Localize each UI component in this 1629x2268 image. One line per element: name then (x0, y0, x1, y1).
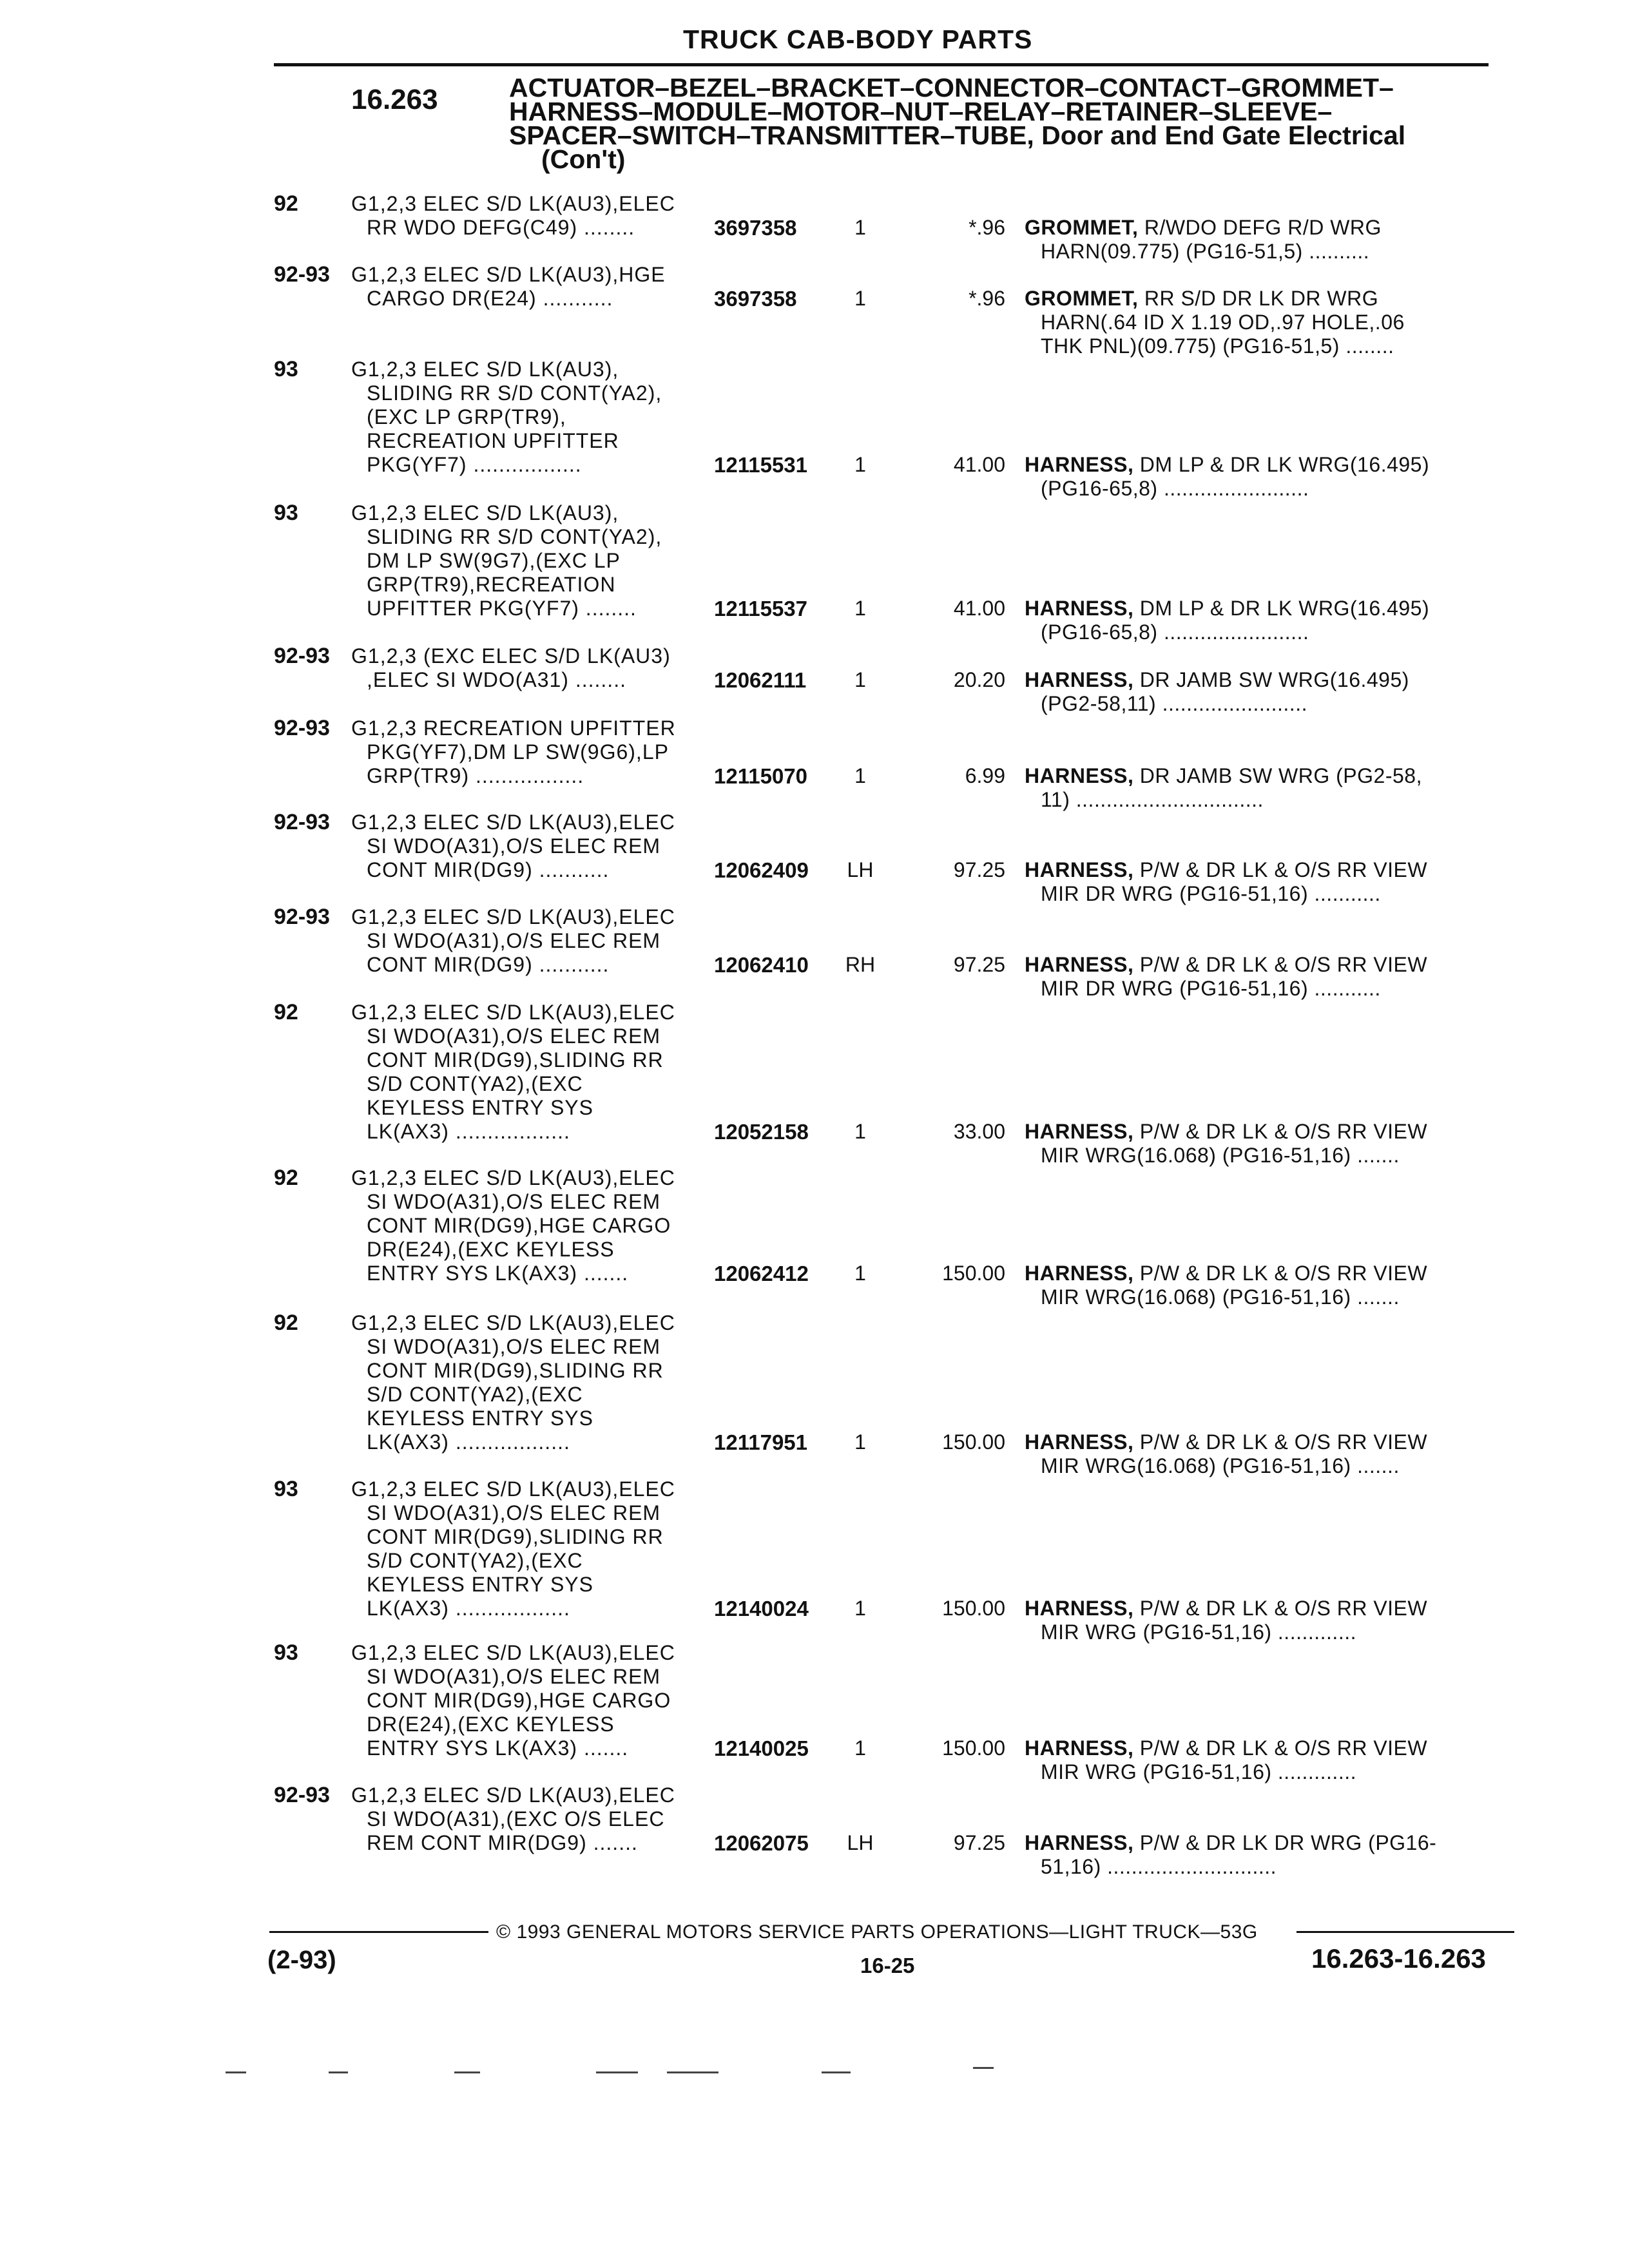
application-line: G1,2,3 ELEC S/D LK(AU3),ELEC (351, 1477, 675, 1501)
part-name: HARNESS, (1025, 764, 1134, 787)
part-name: HARNESS, (1025, 1430, 1134, 1454)
description-continuation: (PG16-65,8) ........................ (1041, 620, 1309, 644)
part-number: 12140024 (714, 1597, 809, 1620)
description-first-line (1025, 764, 1514, 788)
description-detail: RR S/D DR LK DR WRG (1138, 287, 1379, 310)
row-year: 92-93 (274, 810, 330, 834)
description-first-line (1025, 953, 1514, 977)
application-line: CARGO DR(E24) ........... (367, 287, 613, 310)
section-number: 16.263 (351, 84, 438, 115)
part-description (1025, 1597, 1514, 1644)
row-application (351, 1477, 712, 1620)
part-name: HARNESS, (1025, 1831, 1134, 1854)
header-rule (274, 63, 1489, 66)
price: 41.00 (953, 597, 1005, 620)
description-detail: P/W & DR LK & O/S RR VIEW (1133, 1262, 1428, 1285)
price: 97.25 (953, 953, 1005, 976)
part-number: 12062075 (714, 1831, 809, 1855)
description-first-line (1025, 597, 1514, 620)
footer-copyright: © 1993 GENERAL MOTORS SERVICE PARTS OPERATIONS—LIGHT TRUCK—53G (496, 1921, 1258, 1943)
row-application (351, 501, 712, 620)
quantity: 1 (854, 668, 866, 691)
part-description (1025, 1430, 1514, 1478)
application-line: ,ELEC SI WDO(A31) ........ (367, 668, 626, 691)
application-line: CONT MIR(DG9) ........... (367, 858, 610, 881)
application-line: SI WDO(A31),(EXC O/S ELEC (367, 1807, 665, 1831)
scan-artifact (822, 2071, 851, 2073)
part-number: 3697358 (714, 287, 797, 311)
quantity: 1 (854, 287, 866, 310)
part-name: GROMMET, (1025, 216, 1139, 239)
application-line: G1,2,3 ELEC S/D LK(AU3),ELEC (351, 1311, 675, 1334)
application-line: SI WDO(A31),O/S ELEC REM (367, 1190, 661, 1213)
application-line: SI WDO(A31),O/S ELEC REM (367, 1665, 661, 1688)
description-detail: P/W & DR LK & O/S RR VIEW (1133, 858, 1428, 881)
description-detail: DM LP & DR LK WRG(16.495) (1133, 453, 1430, 476)
row-year: 93 (274, 501, 298, 525)
description-first-line (1025, 1736, 1514, 1760)
application-line: G1,2,3 ELEC S/D LK(AU3),HGE (351, 263, 666, 286)
description-continuation: (PG16-65,8) ........................ (1041, 477, 1309, 500)
price: *.96 (969, 216, 1005, 239)
scan-artifact (973, 2067, 994, 2069)
price: 150.00 (942, 1262, 1005, 1285)
row-year: 93 (274, 357, 298, 381)
application-line: S/D CONT(YA2),(EXC (367, 1383, 583, 1406)
footer-rule-left (269, 1931, 488, 1933)
price: 20.20 (953, 668, 1005, 691)
quantity: 1 (854, 453, 866, 476)
application-line: RECREATION UPFITTER (367, 429, 619, 452)
row-application (351, 1783, 712, 1855)
description-continuation: 11) ............................... (1041, 788, 1264, 811)
price: 41.00 (953, 453, 1005, 476)
description-detail: R/WDO DEFG R/D WRG (1138, 216, 1382, 239)
application-line: LK(AX3) .................. (367, 1597, 570, 1620)
application-line: G1,2,3 ELEC S/D LK(AU3), (351, 501, 619, 524)
part-description (1025, 216, 1514, 264)
row-application (351, 716, 712, 788)
application-line: UPFITTER PKG(YF7) ........ (367, 597, 637, 620)
part-number: 12062409 (714, 858, 809, 882)
part-name: HARNESS, (1025, 1120, 1134, 1143)
scan-artifact (226, 2071, 246, 2073)
part-number: 12117951 (714, 1430, 808, 1454)
application-line: LK(AX3) .................. (367, 1120, 570, 1143)
description-first-line (1025, 1430, 1514, 1454)
application-line: ENTRY SYS LK(AX3) ....... (367, 1736, 629, 1760)
description-continuation: MIR WRG(16.068) (PG16-51,16) ....... (1041, 1285, 1400, 1309)
scan-artifact (667, 2071, 718, 2073)
application-line: CONT MIR(DG9),SLIDING RR (367, 1048, 664, 1072)
description-first-line (1025, 216, 1514, 240)
part-description (1025, 1831, 1514, 1879)
part-name: HARNESS, (1025, 453, 1134, 476)
application-line: REM CONT MIR(DG9) ....... (367, 1831, 638, 1854)
price: *.96 (969, 287, 1005, 310)
price: 150.00 (942, 1736, 1005, 1760)
description-continuation: MIR WRG(16.068) (PG16-51,16) ....... (1041, 1454, 1400, 1477)
price: 97.25 (953, 1831, 1005, 1854)
application-line: G1,2,3 ELEC S/D LK(AU3), (351, 358, 619, 381)
application-line: G1,2,3 ELEC S/D LK(AU3),ELEC (351, 1783, 675, 1807)
quantity: 1 (854, 1120, 866, 1143)
quantity: 1 (854, 216, 866, 239)
application-line: CONT MIR(DG9) ........... (367, 953, 610, 976)
application-line: PKG(YF7) ................. (367, 453, 582, 476)
application-line: DR(E24),(EXC KEYLESS (367, 1713, 615, 1736)
part-description (1025, 668, 1514, 716)
row-year: 93 (274, 1640, 298, 1665)
application-line: PKG(YF7),DM LP SW(9G6),LP (367, 740, 669, 764)
row-application (351, 1311, 712, 1454)
description-detail: P/W & DR LK & O/S RR VIEW (1133, 1120, 1428, 1143)
row-year: 92-93 (274, 1783, 330, 1807)
application-line: DM LP SW(9G7),(EXC LP (367, 549, 621, 572)
row-year: 92 (274, 1166, 298, 1190)
description-detail: P/W & DR LK & O/S RR VIEW (1133, 1597, 1428, 1620)
application-line: CONT MIR(DG9),HGE CARGO (367, 1689, 671, 1712)
description-detail: DR JAMB SW WRG(16.495) (1133, 668, 1409, 691)
description-continuation: (PG2-58,11) ........................ (1041, 692, 1307, 715)
section-title-line-1: ACTUATOR–BEZEL–BRACKET–CONNECTOR–CONTACT–GROMMET– (509, 73, 1394, 102)
part-description (1025, 858, 1514, 906)
application-line: CONT MIR(DG9),SLIDING RR (367, 1525, 664, 1548)
quantity: 1 (854, 1430, 866, 1454)
description-first-line (1025, 287, 1514, 311)
price: 150.00 (942, 1430, 1005, 1454)
application-line: SLIDING RR S/D CONT(YA2), (367, 525, 662, 548)
application-line: G1,2,3 ELEC S/D LK(AU3),ELEC (351, 192, 675, 215)
row-year: 92-93 (274, 716, 330, 740)
row-application (351, 192, 712, 240)
description-detail: DM LP & DR LK WRG(16.495) (1133, 597, 1430, 620)
application-line: GRP(TR9),RECREATION (367, 573, 616, 596)
quantity: LH (847, 1831, 874, 1854)
application-line: SLIDING RR S/D CONT(YA2), (367, 381, 662, 405)
footer-section-range: 16.263-16.263 (1311, 1943, 1486, 1974)
application-line: G1,2,3 ELEC S/D LK(AU3),ELEC (351, 811, 675, 834)
footer-page-number: 16-25 (860, 1954, 915, 1977)
section-title (509, 73, 1514, 174)
application-line: SI WDO(A31),O/S ELEC REM (367, 1335, 661, 1358)
description-continuation: MIR WRG (PG16-51,16) ............. (1041, 1760, 1356, 1783)
row-application (351, 263, 712, 311)
row-application (351, 1641, 712, 1760)
application-line: G1,2,3 ELEC S/D LK(AU3),ELEC (351, 1001, 675, 1024)
description-detail: DR JAMB SW WRG (PG2-58, (1133, 764, 1422, 787)
part-description (1025, 597, 1514, 644)
part-name: HARNESS, (1025, 597, 1134, 620)
part-number: 12115531 (714, 453, 808, 477)
scan-artifact (454, 2071, 480, 2073)
quantity: 1 (854, 764, 866, 787)
application-line: CONT MIR(DG9),SLIDING RR (367, 1359, 664, 1382)
description-detail: P/W & DR LK DR WRG (PG16- (1133, 1831, 1437, 1854)
description-first-line (1025, 1597, 1514, 1620)
row-application (351, 1001, 712, 1144)
part-description (1025, 764, 1514, 812)
application-line: (EXC LP GRP(TR9), (367, 405, 566, 428)
quantity: RH (845, 953, 876, 976)
description-first-line (1025, 1262, 1514, 1285)
part-number: 12062412 (714, 1262, 809, 1285)
row-application (351, 644, 712, 692)
description-continuation: MIR WRG (PG16-51,16) ............. (1041, 1620, 1356, 1644)
quantity: 1 (854, 1597, 866, 1620)
row-application (351, 358, 712, 477)
description-detail: P/W & DR LK & O/S RR VIEW (1133, 953, 1428, 976)
part-name: HARNESS, (1025, 1597, 1134, 1620)
part-number: 12062410 (714, 953, 809, 977)
application-line: G1,2,3 ELEC S/D LK(AU3),ELEC (351, 1641, 675, 1664)
price: 33.00 (953, 1120, 1005, 1143)
description-first-line (1025, 453, 1514, 477)
application-line: SI WDO(A31),O/S ELEC REM (367, 834, 661, 858)
application-line: S/D CONT(YA2),(EXC (367, 1549, 583, 1572)
row-year: 92-93 (274, 644, 330, 668)
part-description (1025, 1262, 1514, 1309)
description-continuation: 51,16) ............................ (1041, 1855, 1277, 1878)
row-application (351, 905, 712, 977)
section-title-line-2: HARNESS–MODULE–MOTOR–NUT–RELAY–RETAINER–SLEEVE– (509, 97, 1333, 126)
application-line: LK(AX3) .................. (367, 1430, 570, 1454)
application-line: G1,2,3 RECREATION UPFITTER (351, 716, 676, 740)
part-number: 12062111 (714, 668, 807, 692)
part-name: GROMMET, (1025, 287, 1139, 310)
part-name: HARNESS, (1025, 1262, 1134, 1285)
row-year: 92 (274, 1000, 298, 1024)
row-year: 92 (274, 1311, 298, 1335)
quantity: LH (847, 858, 874, 881)
row-year: 92 (274, 191, 298, 216)
application-line: ENTRY SYS LK(AX3) ....... (367, 1262, 629, 1285)
application-line: SI WDO(A31),O/S ELEC REM (367, 1024, 661, 1048)
description-continuation: MIR DR WRG (PG16-51,16) ........... (1041, 882, 1381, 905)
quantity: 1 (854, 597, 866, 620)
part-description (1025, 453, 1514, 501)
application-line: S/D CONT(YA2),(EXC (367, 1072, 583, 1095)
description-first-line (1025, 858, 1514, 882)
application-line: G1,2,3 ELEC S/D LK(AU3),ELEC (351, 1166, 675, 1189)
description-first-line (1025, 668, 1514, 692)
part-name: HARNESS, (1025, 668, 1134, 691)
description-continuation: MIR WRG(16.068) (PG16-51,16) ....... (1041, 1144, 1400, 1167)
quantity: 1 (854, 1736, 866, 1760)
part-description (1025, 1120, 1514, 1168)
application-line: G1,2,3 ELEC S/D LK(AU3),ELEC (351, 905, 675, 928)
description-first-line (1025, 1120, 1514, 1144)
application-line: G1,2,3 (EXC ELEC S/D LK(AU3) (351, 644, 671, 668)
part-name: HARNESS, (1025, 1736, 1134, 1760)
row-application (351, 1166, 712, 1285)
page-title: TRUCK CAB-BODY PARTS (683, 24, 1033, 54)
row-year: 92-93 (274, 262, 330, 287)
application-line: KEYLESS ENTRY SYS (367, 1096, 593, 1119)
scan-artifact (329, 2071, 348, 2073)
application-line: DR(E24),(EXC KEYLESS (367, 1238, 615, 1261)
part-number: 12052158 (714, 1120, 809, 1144)
price: 97.25 (953, 858, 1005, 881)
quantity: 1 (854, 1262, 866, 1285)
footer-date: (2-93) (267, 1946, 336, 1974)
description-first-line (1025, 1831, 1514, 1855)
description-detail: P/W & DR LK & O/S RR VIEW (1133, 1736, 1428, 1760)
price: 150.00 (942, 1597, 1005, 1620)
application-line: KEYLESS ENTRY SYS (367, 1407, 593, 1430)
application-line: RR WDO DEFG(C49) ........ (367, 216, 635, 239)
section-cont-label: (Con't) (541, 144, 626, 174)
part-number: 12140025 (714, 1736, 809, 1760)
description-continuation: THK PNL)(09.775) (PG16-51,5) ........ (1041, 334, 1394, 358)
description-continuation: MIR DR WRG (PG16-51,16) ........... (1041, 977, 1381, 1000)
part-name: HARNESS, (1025, 858, 1134, 881)
row-year: 93 (274, 1477, 298, 1501)
row-year: 92-93 (274, 905, 330, 929)
description-continuation: HARN(09.775) (PG16-51,5) .......... (1041, 240, 1370, 263)
application-line: GRP(TR9) ................. (367, 764, 584, 787)
part-number: 12115070 (714, 764, 808, 788)
section-title-line-3: SPACER–SWITCH–TRANSMITTER–TUBE, Door and End Gate Electrical (509, 120, 1406, 150)
scan-artifact (596, 2071, 638, 2073)
footer-rule-right (1296, 1931, 1514, 1933)
application-line: KEYLESS ENTRY SYS (367, 1573, 593, 1596)
application-line: CONT MIR(DG9),HGE CARGO (367, 1214, 671, 1237)
description-continuation: HARN(.64 ID X 1.19 OD,.97 HOLE,.06 (1041, 311, 1405, 334)
description-detail: P/W & DR LK & O/S RR VIEW (1133, 1430, 1428, 1454)
row-application (351, 811, 712, 882)
part-description (1025, 1736, 1514, 1784)
part-description (1025, 287, 1514, 358)
application-line: SI WDO(A31),O/S ELEC REM (367, 929, 661, 952)
price: 6.99 (965, 764, 1005, 787)
application-line: SI WDO(A31),O/S ELEC REM (367, 1501, 661, 1524)
part-description (1025, 953, 1514, 1001)
part-number: 12115537 (714, 597, 808, 620)
part-name: HARNESS, (1025, 953, 1134, 976)
part-number: 3697358 (714, 216, 797, 240)
